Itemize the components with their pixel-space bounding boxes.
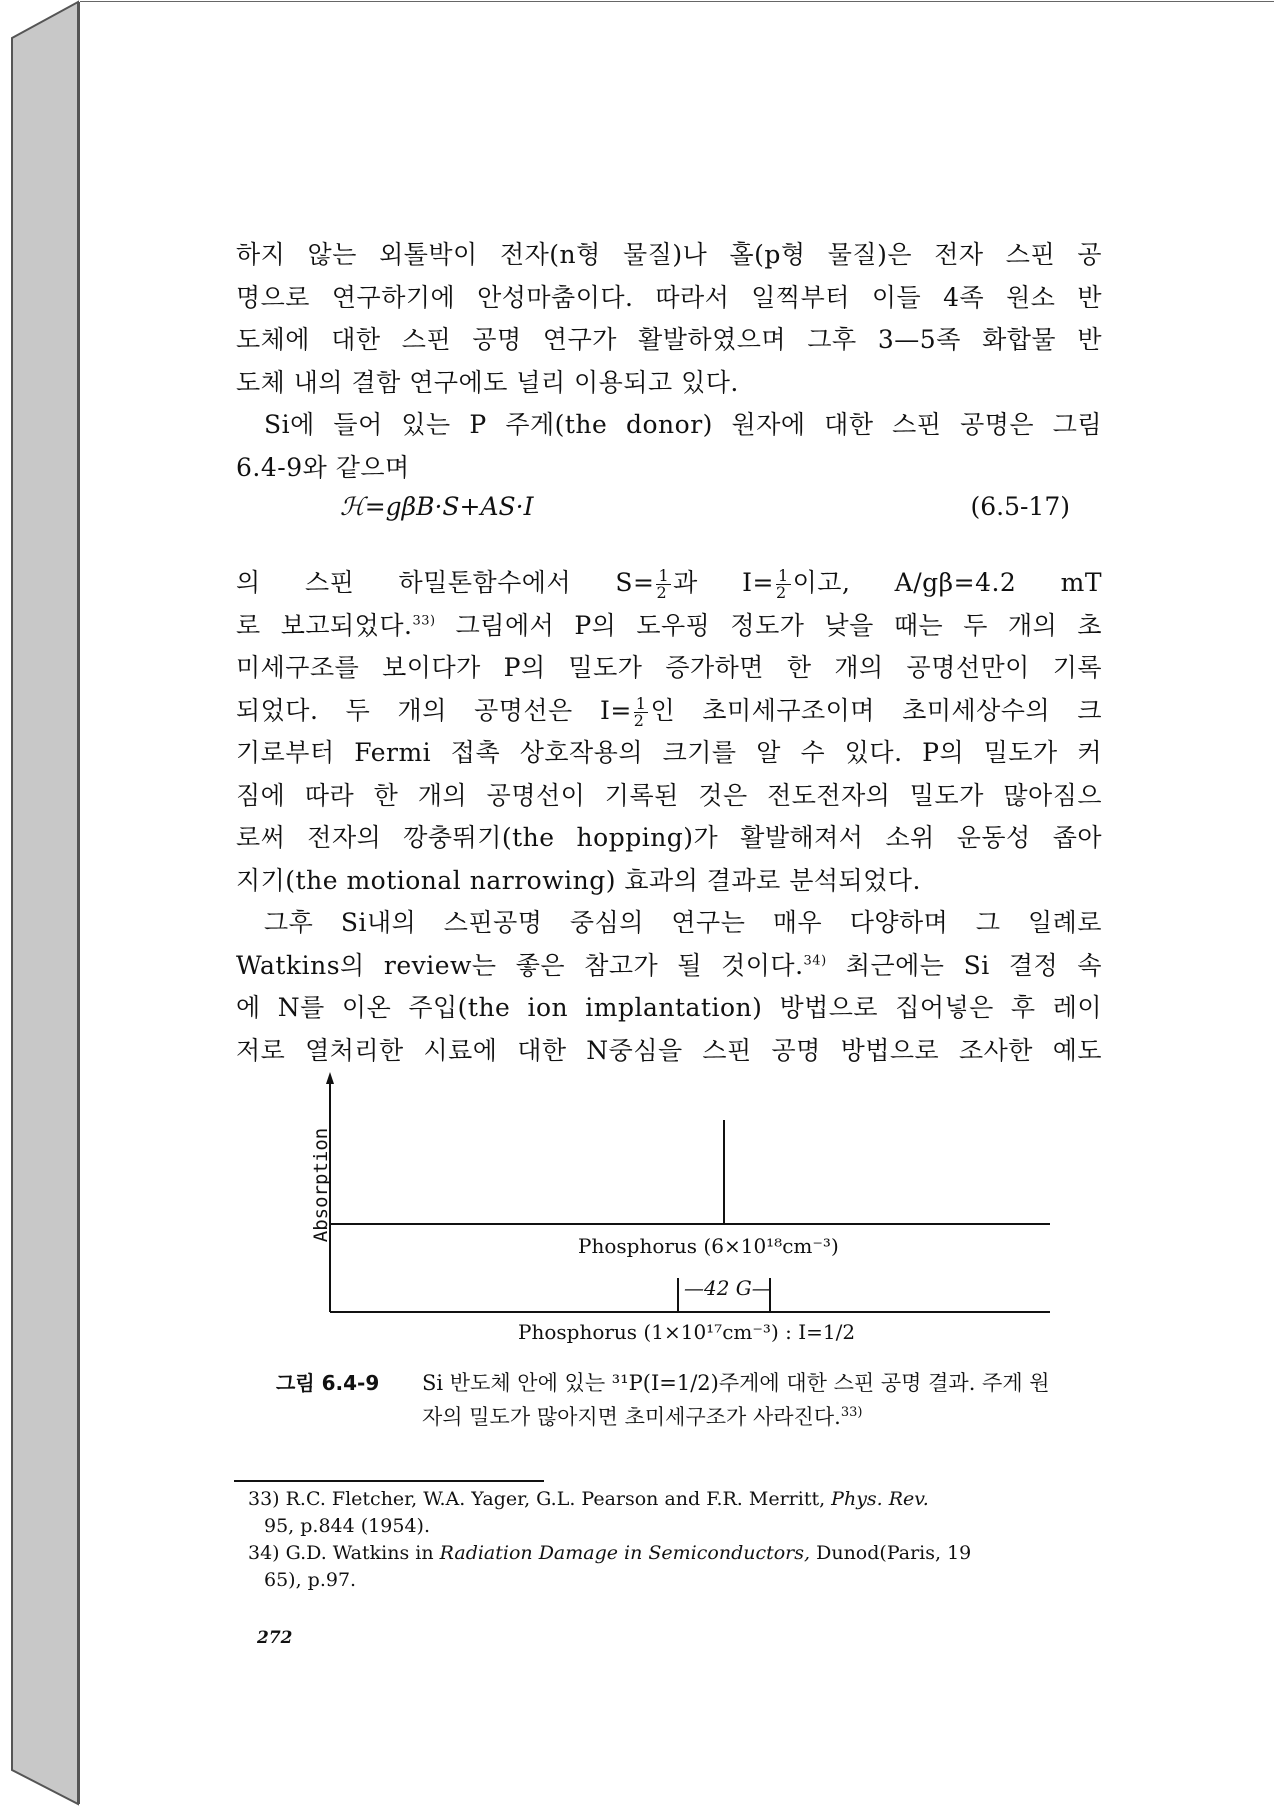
- footnote-divider: [234, 1480, 544, 1482]
- text-span: 로 보고되었다.: [236, 610, 413, 640]
- footnote-33: [248, 1486, 1098, 1513]
- text-span: 의 스핀 하밀톤함수에서 S=: [236, 568, 655, 597]
- equation-formula: ℋ=gβB·S+AS·I: [340, 492, 534, 521]
- text-line: 하지 않는 외톨박이 전자(n형 물질)나 홀(p형 물질)은 전자 스핀 공: [236, 240, 1102, 269]
- text-line: 6.4-9와 같으며: [236, 452, 410, 482]
- fraction-numerator: 1: [635, 693, 647, 713]
- footnote-34-continued: 65), p.97.: [264, 1569, 357, 1591]
- y-axis-label: Absorption: [310, 1127, 333, 1243]
- footnote-ref[interactable]: 34): [803, 953, 827, 969]
- text-line: 짐에 따라 한 개의 공명선이 기록된 것은 전도전자의 밀도가 많아짐으: [236, 780, 1102, 810]
- fraction-numerator: 1: [658, 566, 670, 585]
- esr-figure: [284, 1068, 1064, 1358]
- fraction-denominator: 2: [775, 583, 787, 602]
- text-span: 인 초미세구조이며 초미세상수의 크: [650, 695, 1103, 725]
- text-line: 도체 내의 결함 연구에도 널리 이용되고 있다.: [236, 367, 739, 397]
- text-span: 이고, A/gβ=4.2 mT: [792, 568, 1103, 597]
- footnote-33-continued: 95, p.844 (1954).: [264, 1515, 430, 1537]
- text-line: 도체에 대한 스핀 공명 연구가 활발하였으며 그후 3—5족 화합물 반: [236, 325, 1102, 354]
- footnote-text: 34) G.D. Watkins in: [248, 1542, 440, 1564]
- text-line: [236, 562, 1102, 605]
- fraction-denominator: 2: [656, 583, 668, 602]
- text-span: 최근에는 Si 결정 속: [826, 950, 1102, 980]
- body-text: [236, 234, 1102, 489]
- footnote-34: [248, 1540, 1098, 1567]
- text-line: [236, 605, 1102, 648]
- caption-number: 그림 6.4-9: [276, 1371, 380, 1395]
- fraction: [776, 568, 791, 601]
- text-line: Si에 들어 있는 P 주게(the donor) 원자에 대한 스핀 공명은 그림: [264, 410, 1102, 439]
- page-number: 272: [257, 1628, 293, 1648]
- fraction: [656, 568, 671, 601]
- text-span: 그림에서 P의 도우핑 정도가 낮을 때는 두 개의 초: [435, 610, 1102, 640]
- text-span: 되었다. 두 개의 공명선은 I=: [236, 695, 632, 725]
- spacing-value: 42 G: [704, 1276, 752, 1300]
- equation-number: (6.5-17): [970, 492, 1070, 521]
- text-line: 지기(the motional narrowing) 효과의 결과로 분석되었다.: [236, 865, 921, 895]
- text-line: 미세구조를 보이다가 P의 밀도가 증가하면 한 개의 공명선만이 기록: [236, 653, 1102, 682]
- text-line: [236, 690, 1102, 733]
- upper-spectrum-label: Phosphorus (6×10¹⁸cm⁻³): [578, 1234, 839, 1258]
- text-span: Watkins의 review는 좋은 참고가 될 것이다.: [236, 950, 804, 980]
- text-line: 명으로 연구하기에 안성마춤이다. 따라서 일찍부터 이들 4족 원소 반: [236, 282, 1102, 312]
- footnote-text: 33) R.C. Fletcher, W.A. Yager, G.L. Pearson and F.R. Merritt,: [248, 1488, 832, 1510]
- footnote-ref[interactable]: 33): [412, 613, 436, 629]
- caption-body: Si 반도체 안에 있는 ³¹P(I=1/2)주게에 대한 스핀 공명 결과. 주게 원자의 밀도가 많아지면 초미세구조가 사라진다.: [422, 1371, 1050, 1429]
- text-span: 과 I=: [673, 568, 774, 597]
- hyperfine-spacing-label: —42 G—: [684, 1276, 772, 1300]
- text-line: 로써 전자의 깡충뛰기(the hopping)가 활발해져서 소위 운동성 좁아: [236, 823, 1102, 852]
- footnote-book-title: Radiation Damage in Semiconductors,: [439, 1542, 811, 1564]
- equation: [340, 492, 1070, 521]
- figure-graphic: [284, 1068, 1064, 1358]
- text-line: 저로 열처리한 시료에 대한 N중심을 스핀 공명 방법으로 조사한 예도: [236, 1035, 1102, 1065]
- y-axis-arrow: [326, 1072, 334, 1084]
- fraction: [633, 693, 649, 730]
- caption-text: [422, 1366, 1062, 1434]
- text-line: 에 N를 이온 주입(the ion implantation) 방법으로 집어넣은 후 레이: [236, 993, 1102, 1022]
- fraction-denominator: 2: [633, 710, 645, 730]
- footnote-text: Dunod(Paris, 19: [810, 1542, 972, 1564]
- lower-spectrum-label: Phosphorus (1×10¹⁷cm⁻³) : I=1/2: [518, 1320, 856, 1344]
- footnote-ref[interactable]: 33): [840, 1405, 863, 1420]
- footnote-journal: Phys. Rev.: [831, 1488, 929, 1510]
- footnotes: [248, 1486, 1098, 1594]
- text-line: 그후 Si내의 스핀공명 중심의 연구는 매우 다양하며 그 일례로: [264, 908, 1102, 937]
- fraction-numerator: 1: [777, 566, 789, 585]
- text-line: 기로부터 Fermi 접촉 상호작용의 크기를 알 수 있다. P의 밀도가 커: [236, 738, 1102, 767]
- body-text-2: [236, 562, 1102, 1072]
- text-line: [236, 945, 1102, 988]
